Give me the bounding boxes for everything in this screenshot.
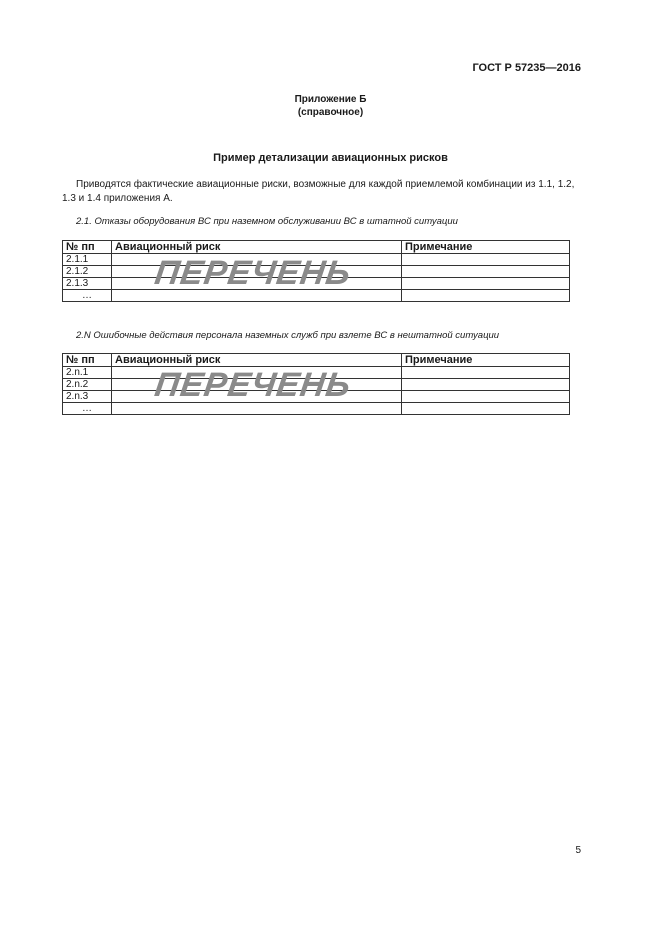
- note-cell: [402, 290, 570, 302]
- note-cell: [402, 379, 570, 391]
- row-number: 2.n.3: [63, 391, 112, 403]
- row-number: …: [63, 403, 112, 415]
- note-cell: [402, 278, 570, 290]
- intro-paragraph: [62, 178, 583, 206]
- row-number: 2.1.3: [63, 278, 112, 290]
- row-number: …: [63, 290, 112, 302]
- note-cell: [402, 266, 570, 278]
- note-cell: [402, 367, 570, 379]
- intro-line-1: Приводятся фактические авиационные риски, возможные для каждой приемлемой комбинации из 1.1, 1.2,: [76, 179, 575, 190]
- section1-caption: 2.1. Отказы оборудования ВС при наземном обслуживании ВС в штатной ситуации: [76, 216, 458, 227]
- appendix-title: Приложение Б: [294, 94, 367, 105]
- page-number: 5: [575, 845, 581, 856]
- row-number: 2.1.2: [63, 266, 112, 278]
- row-number: 2.n.2: [63, 379, 112, 391]
- col-header-num: № пп: [63, 241, 112, 254]
- appendix-subtitle: (справочное): [297, 107, 364, 118]
- row-number: 2.n.1: [63, 367, 112, 379]
- placeholder-stamp: ПЕРЕЧЕНЬ: [152, 366, 354, 404]
- col-header-risk: Авиационный риск: [112, 354, 402, 367]
- table-header-row: [63, 241, 570, 254]
- col-header-risk: Авиационный риск: [112, 241, 402, 254]
- col-header-num: № пп: [63, 354, 112, 367]
- row-number: 2.1.1: [63, 254, 112, 266]
- standard-code: ГОСТ Р 57235—2016: [472, 62, 581, 74]
- section-heading: Пример детализации авиационных рисков: [213, 152, 448, 164]
- note-cell: [402, 254, 570, 266]
- intro-line-2: 1.3 и 1.4 приложения А.: [62, 193, 173, 204]
- placeholder-stamp: ПЕРЕЧЕНЬ: [152, 254, 354, 292]
- appendix-title-block: [0, 93, 661, 119]
- section2-caption: 2.N Ошибочные действия персонала наземных служб при взлете ВС в нештатной ситуации: [76, 330, 500, 341]
- col-header-note: Примечание: [402, 354, 570, 367]
- table-header-row: [63, 354, 570, 367]
- note-cell: [402, 403, 570, 415]
- col-header-note: Примечание: [402, 241, 570, 254]
- note-cell: [402, 391, 570, 403]
